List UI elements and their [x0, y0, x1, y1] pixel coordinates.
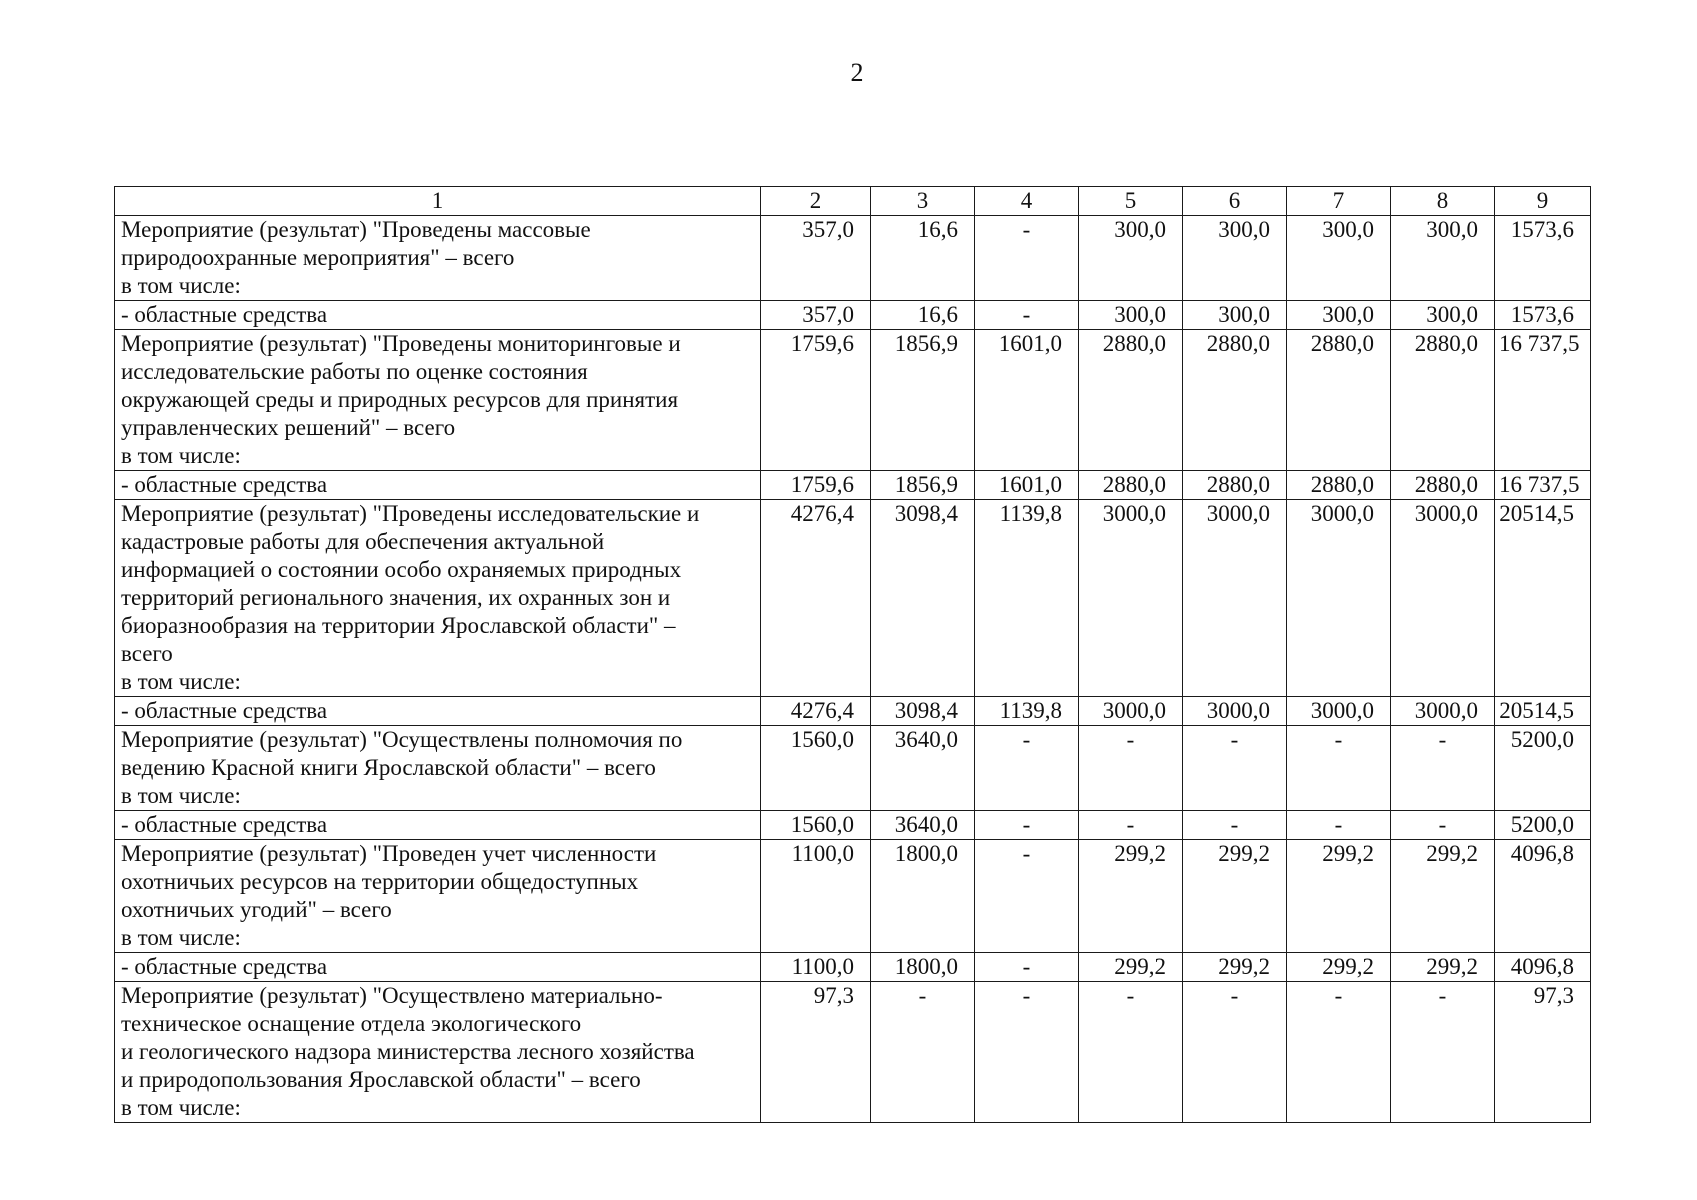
value-cell: 3000,0 [1391, 500, 1495, 697]
value-cell: 300,0 [1183, 216, 1287, 301]
value-cell: 1800,0 [871, 953, 975, 982]
value-cell: 1856,9 [871, 471, 975, 500]
value-cell: 2880,0 [1391, 330, 1495, 471]
activity-row [115, 726, 1591, 811]
header-cell: 8 [1391, 187, 1495, 216]
value-cell: 299,2 [1079, 840, 1183, 953]
value-cell: - [1391, 982, 1495, 1123]
description-line: и геологического надзора министерства лесного хозяйства [121, 1039, 695, 1064]
value-cell: - [1391, 811, 1495, 840]
value-cell: 3000,0 [1183, 500, 1287, 697]
value-cell: 2880,0 [1391, 471, 1495, 500]
activity-row [115, 840, 1591, 953]
value-cell: 3000,0 [1287, 500, 1391, 697]
value-cell: - [975, 982, 1079, 1123]
description-line: информацией о состоянии особо охраняемых природных [121, 557, 682, 582]
funding-source-label [115, 811, 761, 840]
description-line: охотничьих ресурсов на территории общедоступных [121, 869, 639, 894]
value-cell: - [975, 726, 1079, 811]
description-line: Мероприятие (результат) "Проведены исследовательские и [121, 501, 700, 526]
funding-source-label [115, 953, 761, 982]
value-cell: 300,0 [1079, 216, 1183, 301]
value-cell: - [1287, 811, 1391, 840]
description-line: Мероприятие (результат) "Проведены массовые [121, 217, 591, 242]
description-line: Мероприятие (результат) "Осуществлено материально- [121, 983, 663, 1008]
value-cell: - [975, 216, 1079, 301]
description-line: исследовательские работы по оценке состояния [121, 359, 588, 384]
activity-description [115, 216, 761, 301]
value-cell: 4096,8 [1495, 840, 1591, 953]
value-cell: 299,2 [1287, 953, 1391, 982]
value-cell: 1100,0 [761, 953, 871, 982]
description-line: охотничьих угодий" – всего [121, 897, 392, 922]
activity-description [115, 330, 761, 471]
description-line: в том числе: [121, 925, 241, 950]
value-cell: 3000,0 [1391, 697, 1495, 726]
value-cell: 1856,9 [871, 330, 975, 471]
funding-source-row [115, 471, 1591, 500]
value-cell: 16,6 [871, 216, 975, 301]
description-line: в том числе: [121, 1095, 241, 1120]
activity-description [115, 726, 761, 811]
value-cell: 4276,4 [761, 500, 871, 697]
value-cell: - [1183, 726, 1287, 811]
description-line: в том числе: [121, 783, 241, 808]
value-cell: 5200,0 [1495, 726, 1591, 811]
value-cell: 97,3 [1495, 982, 1591, 1123]
value-cell: 1139,8 [975, 697, 1079, 726]
description-line: кадастровые работы для обеспечения актуальной [121, 529, 605, 554]
value-cell: 1759,6 [761, 330, 871, 471]
description-line: - областные средства [121, 472, 328, 497]
value-cell: 5200,0 [1495, 811, 1591, 840]
description-line: окружающей среды и природных ресурсов для принятия [121, 387, 679, 412]
description-line: - областные средства [121, 302, 328, 327]
value-cell: - [1287, 726, 1391, 811]
value-cell: 300,0 [1079, 301, 1183, 330]
value-cell: 2880,0 [1183, 471, 1287, 500]
value-cell: 4096,8 [1495, 953, 1591, 982]
table-body [115, 187, 1591, 1123]
value-cell: 16 737,5 [1495, 330, 1591, 471]
header-cell: 6 [1183, 187, 1287, 216]
value-cell: 299,2 [1183, 840, 1287, 953]
value-cell: 1573,6 [1495, 216, 1591, 301]
value-cell: 3640,0 [871, 811, 975, 840]
description-line: всего [121, 641, 173, 666]
header-cell: 1 [115, 187, 761, 216]
value-cell: 3098,4 [871, 500, 975, 697]
value-cell: - [975, 953, 1079, 982]
value-cell: - [1287, 982, 1391, 1123]
description-line: биоразнообразия на территории Ярославской области" – [121, 613, 676, 638]
value-cell: 3000,0 [1183, 697, 1287, 726]
value-cell: 2880,0 [1287, 330, 1391, 471]
value-cell: 299,2 [1287, 840, 1391, 953]
description-line: Мероприятие (результат) "Проведены мониторинговые и [121, 331, 681, 356]
funding-source-row [115, 953, 1591, 982]
value-cell: 2880,0 [1183, 330, 1287, 471]
value-cell: 3000,0 [1079, 500, 1183, 697]
value-cell: - [871, 982, 975, 1123]
funding-source-label [115, 471, 761, 500]
value-cell: 16,6 [871, 301, 975, 330]
description-line: техническое оснащение отдела экологического [121, 1011, 582, 1036]
description-line: природоохранные мероприятия" – всего [121, 245, 515, 270]
description-line: - областные средства [121, 954, 328, 979]
header-cell: 2 [761, 187, 871, 216]
description-line: в том числе: [121, 443, 241, 468]
table-header-row [115, 187, 1591, 216]
value-cell: - [1183, 811, 1287, 840]
value-cell: 300,0 [1287, 301, 1391, 330]
value-cell: 3000,0 [1287, 697, 1391, 726]
value-cell: 357,0 [761, 216, 871, 301]
funding-source-row [115, 301, 1591, 330]
value-cell: 97,3 [761, 982, 871, 1123]
value-cell: 300,0 [1183, 301, 1287, 330]
value-cell: 20514,5 [1495, 697, 1591, 726]
header-cell: 4 [975, 187, 1079, 216]
description-line: управленческих решений" – всего [121, 415, 456, 440]
header-cell: 3 [871, 187, 975, 216]
value-cell: 1800,0 [871, 840, 975, 953]
value-cell: 3640,0 [871, 726, 975, 811]
value-cell: 3000,0 [1079, 697, 1183, 726]
activity-row [115, 500, 1591, 697]
value-cell: 299,2 [1391, 953, 1495, 982]
funding-source-label [115, 697, 761, 726]
value-cell: 1601,0 [975, 471, 1079, 500]
value-cell: 300,0 [1391, 216, 1495, 301]
funding-source-row [115, 697, 1591, 726]
header-cell: 7 [1287, 187, 1391, 216]
value-cell: 300,0 [1391, 301, 1495, 330]
value-cell: 357,0 [761, 301, 871, 330]
value-cell: 4276,4 [761, 697, 871, 726]
value-cell: - [1391, 726, 1495, 811]
value-cell: 300,0 [1287, 216, 1391, 301]
description-line: ведению Красной книги Ярославской области" – всего [121, 755, 656, 780]
description-line: в том числе: [121, 669, 241, 694]
value-cell: 1573,6 [1495, 301, 1591, 330]
header-cell: 5 [1079, 187, 1183, 216]
value-cell: 16 737,5 [1495, 471, 1591, 500]
activity-description [115, 500, 761, 697]
value-cell: 1100,0 [761, 840, 871, 953]
value-cell: 2880,0 [1287, 471, 1391, 500]
page-number: 2 [850, 58, 864, 87]
value-cell: 299,2 [1391, 840, 1495, 953]
header-cell: 9 [1495, 187, 1591, 216]
funding-source-row [115, 811, 1591, 840]
budget-table [114, 186, 1591, 1123]
value-cell: 299,2 [1183, 953, 1287, 982]
value-cell: - [975, 840, 1079, 953]
activity-description [115, 982, 761, 1123]
funding-source-label [115, 301, 761, 330]
value-cell: 2880,0 [1079, 471, 1183, 500]
value-cell: 1560,0 [761, 726, 871, 811]
value-cell: - [975, 301, 1079, 330]
description-line: территорий регионального значения, их охранных зон и [121, 585, 671, 610]
value-cell: - [1079, 811, 1183, 840]
value-cell: 1560,0 [761, 811, 871, 840]
activity-row [115, 216, 1591, 301]
value-cell: 2880,0 [1079, 330, 1183, 471]
activity-row [115, 982, 1591, 1123]
description-line: - областные средства [121, 812, 328, 837]
description-line: и природопользования Ярославской области" – всего [121, 1067, 641, 1092]
description-line: в том числе: [121, 273, 241, 298]
description-line: - областные средства [121, 698, 328, 723]
description-line: Мероприятие (результат) "Проведен учет численности [121, 841, 657, 866]
value-cell: - [1079, 982, 1183, 1123]
activity-row [115, 330, 1591, 471]
value-cell: 3098,4 [871, 697, 975, 726]
activity-description [115, 840, 761, 953]
value-cell: 1601,0 [975, 330, 1079, 471]
value-cell: 20514,5 [1495, 500, 1591, 697]
value-cell: 299,2 [1079, 953, 1183, 982]
value-cell: 1139,8 [975, 500, 1079, 697]
description-line: Мероприятие (результат) "Осуществлены полномочия по [121, 727, 683, 752]
value-cell: - [975, 811, 1079, 840]
value-cell: 1759,6 [761, 471, 871, 500]
value-cell: - [1079, 726, 1183, 811]
value-cell: - [1183, 982, 1287, 1123]
